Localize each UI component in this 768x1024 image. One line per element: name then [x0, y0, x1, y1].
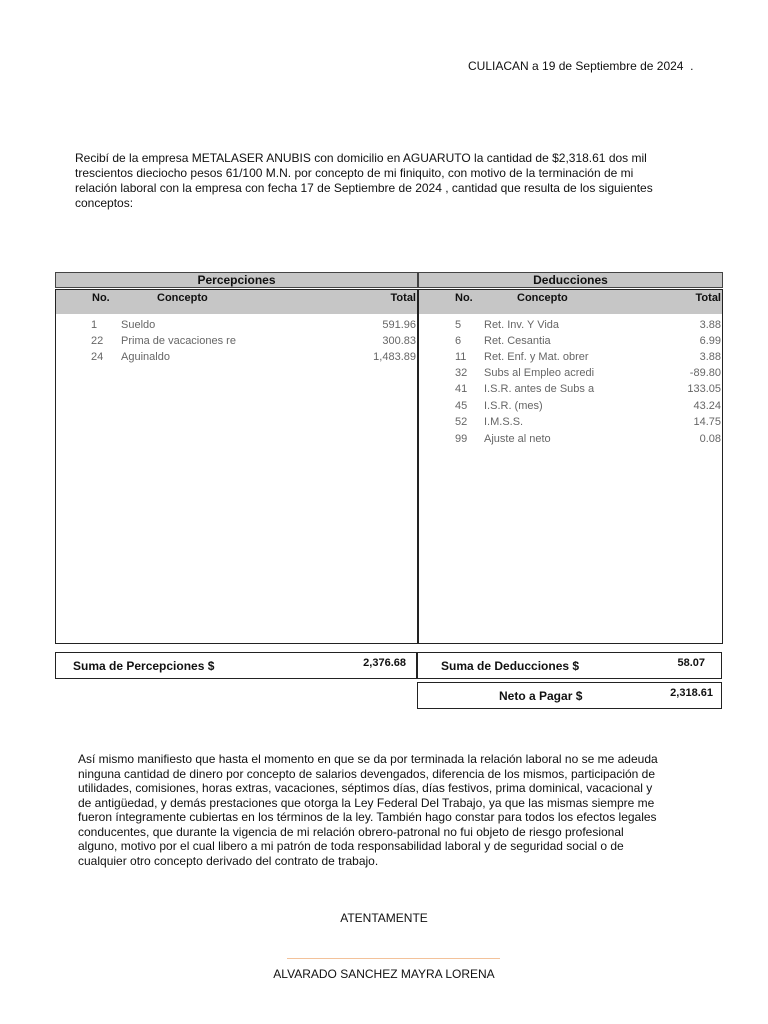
closing-line: fueron íntegramente cubiertas en los términos de la ley. También hago constar para todos los efectos legales: [78, 810, 657, 824]
row-total: 133.05: [687, 383, 721, 395]
suma-deducciones-box: [417, 652, 722, 679]
row-concepto: Sueldo: [121, 319, 156, 331]
row-concepto: Aguinaldo: [121, 351, 170, 363]
suma-percepciones-box: [55, 652, 417, 679]
row-total: 14.75: [693, 416, 721, 428]
suma-percepciones-label: Suma de Percepciones $: [73, 659, 215, 673]
closing-line: alguno, motivo por el cual libero a mi patrón de toda responsabilidad laboral y de seguridad social o de: [78, 839, 624, 853]
row-total: 1,483.89: [373, 351, 416, 363]
table-row: [419, 333, 722, 349]
table-row: [419, 381, 722, 397]
table-row: [419, 349, 722, 365]
closing-line: de antigüedad, y demás prestaciones que otorga la Ley Federal Del Trabajo, ya que las mismas siempre me: [78, 795, 655, 810]
row-no: 1: [91, 319, 98, 331]
row-concepto: I.S.R. antes de Subs a: [484, 383, 595, 395]
row-no: 52: [455, 416, 468, 428]
table-row: [419, 398, 722, 414]
row-total: -89.80: [689, 367, 721, 379]
row-concepto: Prima de vacaciones re: [121, 335, 236, 347]
row-concepto: Ret. Inv. Y Vida: [484, 319, 560, 331]
closing-line: ninguna cantidad de dinero por concepto de salarios devengados, diferencia de los mismos, participación de: [78, 766, 656, 781]
table-row: [419, 365, 722, 381]
table-row: [56, 349, 417, 365]
neto-value: 2,318.61: [670, 687, 713, 699]
row-total: 591.96: [382, 319, 416, 331]
intro-line: conceptos:: [75, 196, 134, 210]
intro-line: trescientos dieciocho pesos 61/100 M.N. por concepto de mi finiquito, con motivo de la terminación de mi: [75, 166, 634, 180]
signer-name: ALVARADO SANCHEZ MAYRA LORENA: [273, 967, 495, 981]
closing-line: Así mismo manifiesto que hasta el momento en que se da por terminada la relación laboral no se me adeuda: [78, 752, 658, 766]
row-concepto: Subs al Empleo acredi: [484, 367, 595, 379]
row-no: 6: [455, 335, 462, 347]
row-no: 11: [455, 351, 467, 363]
closing-line: conducentes, que durante la vigencia de mi relación obrero-patronal no fui objeto de riesgo profesional: [78, 824, 624, 839]
row-total: 0.08: [699, 433, 721, 445]
deducciones-title: Deducciones: [418, 272, 723, 288]
row-no: 99: [455, 433, 468, 445]
signature-line: [287, 958, 500, 959]
col-total: Total: [390, 292, 416, 304]
row-no: 32: [455, 367, 468, 379]
neto-a-pagar-box: [417, 682, 722, 709]
row-no: 41: [455, 383, 468, 395]
row-no: 24: [91, 351, 104, 363]
row-concepto: Ajuste al neto: [484, 433, 551, 445]
closing-line: cualquier otro concepto derivado del contrato de trabajo.: [78, 853, 379, 868]
col-no: No.: [92, 292, 110, 304]
row-concepto: Ret. Enf. y Mat. obrer: [484, 351, 589, 363]
col-concepto: Concepto: [517, 292, 568, 304]
intro-paragraph: [75, 151, 715, 211]
row-total: 300.83: [382, 335, 416, 347]
row-concepto: I.M.S.S.: [484, 416, 524, 428]
col-total: Total: [695, 292, 721, 304]
table-row: [419, 414, 722, 430]
row-concepto: Ret. Cesantia: [484, 335, 551, 347]
row-concepto: I.S.R. (mes): [484, 400, 543, 412]
row-total: 43.24: [693, 400, 721, 412]
percepciones-table: [55, 289, 418, 644]
row-total: 6.99: [699, 335, 721, 347]
closing-line: utilidades, comisiones, horas extras, vacaciones, séptimos días, días festivos, prima dominical, vacacional y: [78, 781, 653, 795]
deducciones-table: [418, 289, 723, 644]
suma-deducciones-label: Suma de Deducciones $: [441, 659, 580, 673]
suma-percepciones-value: 2,376.68: [363, 657, 406, 669]
atentamente: ATENTAMENTE: [340, 911, 428, 925]
row-no: 45: [455, 400, 468, 412]
table-row: [56, 333, 417, 349]
row-total: 3.88: [699, 351, 721, 363]
intro-line: Recibí de la empresa METALASER ANUBIS con domicilio en AGUARUTO la cantidad de $2,318.61 dos mil: [75, 151, 647, 165]
intro-line: relación laboral con la empresa con fecha 17 de Septiembre de 2024 , cantidad que resulta de los siguientes: [75, 181, 653, 195]
closing-paragraph: [78, 752, 718, 868]
suma-deducciones-value: 58.07: [677, 657, 705, 669]
row-no: 5: [455, 319, 462, 331]
table-row: [419, 431, 722, 447]
row-no: 22: [91, 335, 104, 347]
neto-label: Neto a Pagar $: [499, 689, 583, 703]
table-row: [419, 317, 722, 333]
col-concepto: Concepto: [157, 292, 208, 304]
row-total: 3.88: [699, 319, 721, 331]
table-row: [56, 317, 417, 333]
date-line: CULIACAN a 19 de Septiembre de 2024 .: [468, 59, 694, 73]
percepciones-title: Percepciones: [55, 272, 418, 288]
col-no: No.: [455, 292, 473, 304]
